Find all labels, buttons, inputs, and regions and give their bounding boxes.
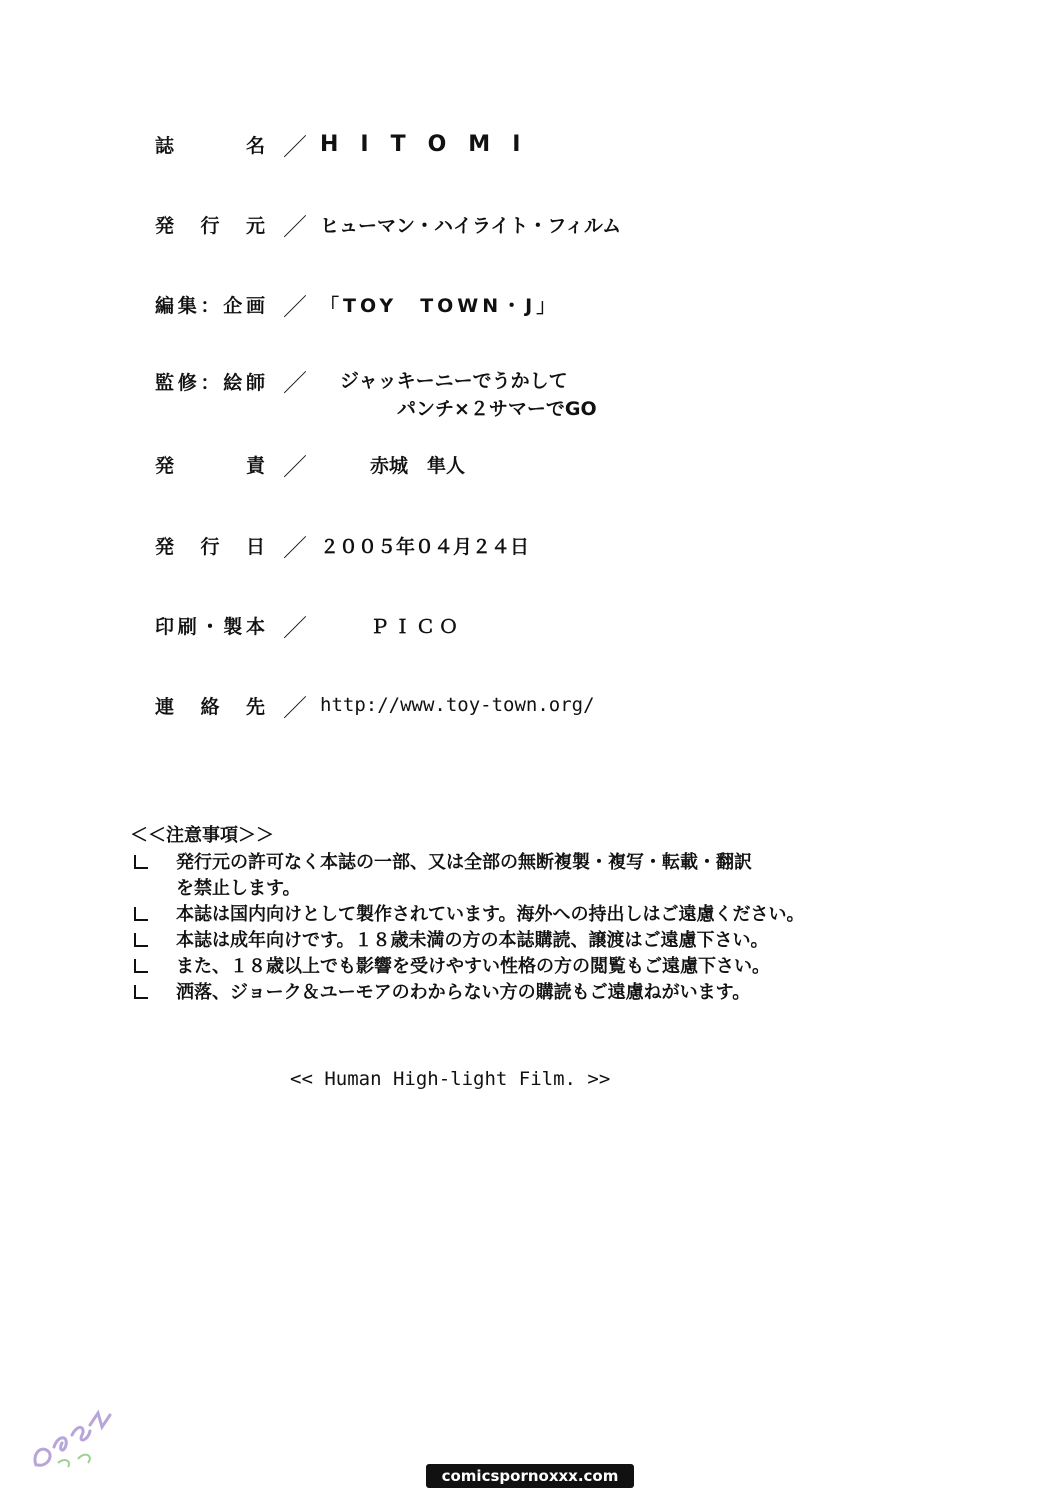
- colophon-label: 発 責: [155, 454, 265, 477]
- contact-url: http://www.toy-town.org/: [320, 694, 595, 716]
- colophon-row-publisher: [155, 207, 621, 241]
- colophon-value: 赤城 隼人: [370, 454, 466, 477]
- notes-heading: ＜＜注意事項＞＞: [130, 825, 274, 846]
- note-item: [130, 980, 930, 1006]
- separator: ／: [283, 132, 307, 161]
- note-item: [130, 902, 930, 928]
- colophon-label: 発 行 元: [155, 214, 265, 237]
- note-text: また、１８歳以上でも影響を受けやすい性格の方の閲覧もご遠慮下さい。: [176, 956, 770, 977]
- colophon-row-contact: [155, 688, 595, 722]
- colophon-row-title: [155, 127, 542, 161]
- colophon-row-date: [155, 528, 529, 562]
- colophon-row-responsible: [155, 447, 465, 481]
- checkbox-icon: [134, 855, 148, 869]
- colophon-value: HITOMI: [320, 131, 543, 157]
- note-text: 本誌は成年向けです。１８歳未満の方の本誌購読、譲渡はご遠慮下さい。: [176, 930, 769, 951]
- colophon-label: 印刷・製本: [155, 615, 265, 638]
- colophon-row-editor: [155, 287, 559, 321]
- colophon-label: 監修：絵師: [155, 372, 265, 394]
- colophon-row-printing: [155, 608, 462, 642]
- separator: ／: [283, 452, 307, 481]
- note-text: 発行元の許可なく本誌の一部、又は全部の無断複製・複写・転載・翻訳 を禁止します。: [176, 852, 752, 899]
- note-item: [130, 850, 930, 902]
- separator: ／: [283, 613, 307, 642]
- colophon-value-line2: パンチ×２サマーでGO: [397, 398, 597, 420]
- signature-watermark: [28, 1405, 118, 1475]
- tagline: << Human High-light Film. >>: [290, 1068, 611, 1090]
- checkbox-icon: [134, 933, 148, 947]
- colophon-value: [320, 367, 597, 423]
- colophon-label: 連 絡 先: [155, 695, 265, 718]
- colophon-value: ヒューマン・ハイライト・フィルム: [320, 214, 622, 237]
- colophon-label: 編集：企画: [155, 294, 265, 317]
- colophon-value: ＰＩＣＯ: [370, 615, 463, 638]
- colophon-label: 誌 名: [155, 134, 265, 157]
- colophon-label: 発 行 日: [155, 535, 265, 558]
- colophon-value-line1: ジャッキーニーでうかして: [340, 370, 568, 392]
- site-watermark: comicspornoxxx.com: [426, 1464, 634, 1488]
- colophon-row-supervisor: [155, 366, 597, 424]
- separator: ／: [283, 693, 307, 722]
- checkbox-icon: [134, 985, 148, 999]
- colophon-value: ２００５年０４月２４日: [320, 535, 530, 558]
- separator: ／: [283, 369, 307, 397]
- note-text: 洒落、ジョーク＆ユーモアのわからない方の購読もご遠慮ねがいます。: [176, 982, 751, 1003]
- separator: ／: [283, 212, 307, 241]
- separator: ／: [283, 533, 307, 562]
- checkbox-icon: [134, 907, 148, 921]
- notes-section: [130, 822, 930, 1006]
- checkbox-icon: [134, 959, 148, 973]
- note-text: 本誌は国内向けとして製作されています。海外への持出しはご遠慮ください。: [176, 904, 805, 925]
- note-item: [130, 954, 930, 980]
- note-item: [130, 928, 930, 954]
- separator: ／: [283, 292, 307, 321]
- colophon-value: 「TOY TOWN・J」: [320, 294, 560, 317]
